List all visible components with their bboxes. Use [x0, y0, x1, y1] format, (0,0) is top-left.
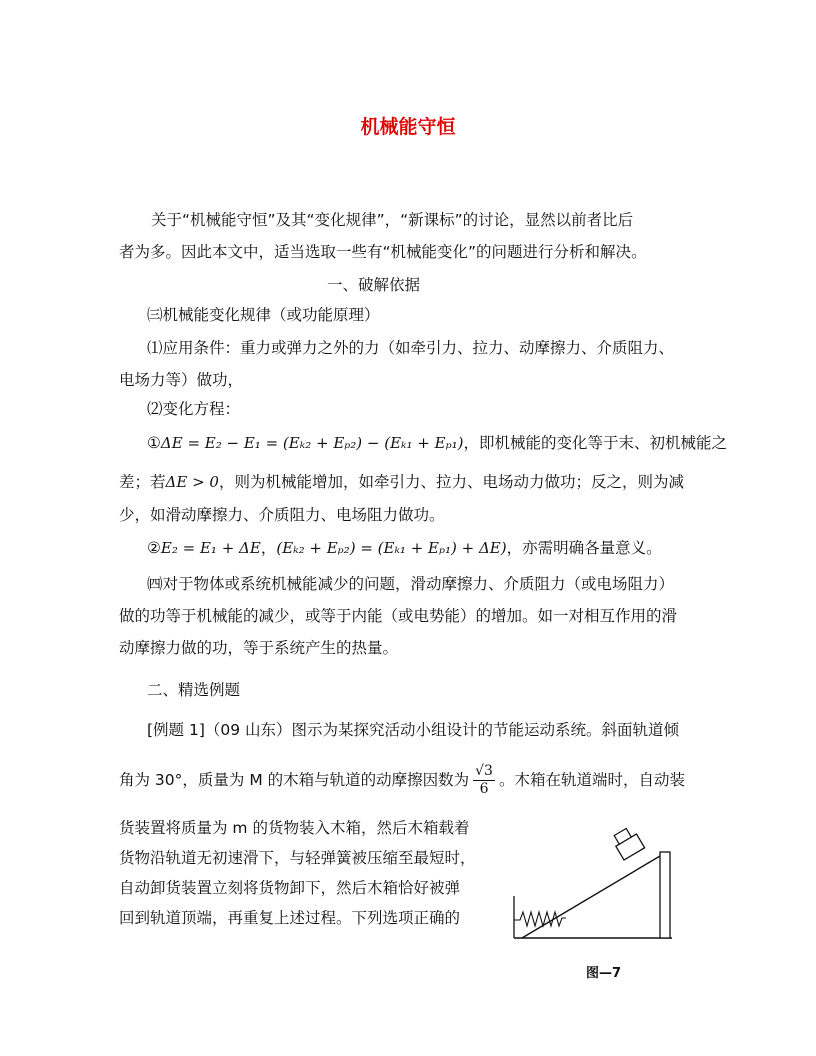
section-heading-basis: 一、破解依据	[327, 276, 421, 294]
crate-with-cargo	[611, 826, 645, 860]
equation-1-line-2-text: ，则为机械能增加，如牵引力、拉力、电场动力做功；反之，则为减	[218, 473, 684, 491]
example-line-3: 货装置将质量为 m 的货物装入木箱，然后木箱载着	[119, 819, 470, 837]
delta-e-condition: ΔE > 0	[165, 473, 219, 491]
page-title: 机械能守恒	[360, 116, 456, 138]
equation-1-line	[147, 433, 727, 453]
example-line-1: [例题 1]（09 山东）图示为某探究活动小组设计的节能运动系统。斜面轨道倾	[147, 721, 680, 739]
equation-1-marker: ①	[147, 434, 161, 452]
fraction-denominator: 6	[479, 781, 489, 797]
equation-1-line-2	[119, 472, 684, 492]
intro-line-2: 者为多。因此本文中，适当选取一些有“机械能变化”的问题进行分析和解决。	[119, 243, 647, 261]
equation-2-formula-b: (Eₖ₂ + Eₚ₂) = (Eₖ₁ + Eₚ₁) + ΔE)	[276, 539, 507, 557]
equation-1-formula: ΔE = E₂ − E₁ = (Eₖ₂ + Eₚ₂) − (Eₖ₁ + Eₚ₁)	[160, 434, 464, 452]
equation-1-text: ，即机械能的变化等于末、初机械能之	[463, 434, 727, 452]
example-line-4: 货物沿轨道无初速滑下，与轻弹簧被压缩至最短时，	[119, 849, 476, 867]
intro-line-1: 关于“机械能守恒”及其“变化规律”，“新课标”的讨论，显然以前者比后	[151, 211, 634, 229]
equation-2-formula-a: E₂ = E₁ + ΔE	[160, 539, 261, 557]
equation-2-line	[147, 538, 662, 558]
equation-2-marker: ②	[147, 539, 161, 557]
note-line-3: 动摩擦力做的功，等于系统产生的热量。	[119, 639, 399, 657]
rule-condition-line-2: 电场力等）做功，	[119, 371, 244, 389]
note-line-2: 做的功等于机械能的减少，或等于内能（或电势能）的增加。如一对相互作用的滑	[119, 607, 678, 625]
example-line-2	[119, 760, 685, 800]
rule-heading: ㈢机械能变化规律（或功能原理）	[147, 306, 380, 324]
fraction-numerator: √3	[475, 763, 493, 779]
figure-caption: 图—7	[586, 966, 622, 981]
example-line-5: 自动卸货装置立刻将货物卸下，然后木箱恰好被弹	[119, 879, 461, 897]
equation-1-line-3: 少，如滑动摩擦力、介质阻力、电场阻力做功。	[119, 506, 445, 524]
friction-coefficient-fraction	[473, 763, 495, 798]
spring	[514, 912, 566, 926]
equation-heading: ⑵变化方程：	[147, 400, 241, 418]
section-heading-examples: 二、精选例题	[147, 681, 241, 699]
note-line-1: ㈣对于物体或系统机械能减少的问题，滑动摩擦力、介质阻力（或电场阻力）	[147, 575, 675, 593]
equation-1-line-2-prefix: 差；若	[119, 473, 166, 491]
support-post	[660, 852, 670, 938]
example-line-6: 回到轨道顶端，再重复上述过程。下列选项正确的	[119, 909, 461, 927]
equation-2-separator: ，	[260, 539, 277, 557]
equation-2-text: ，亦需明确各量意义。	[506, 539, 662, 557]
rule-condition-line-1: ⑴应用条件：重力或弹力之外的力（如牵引力、拉力、动摩擦力、介质阻力、	[147, 339, 675, 357]
example-line-2-tail: 。木箱在轨道端时，自动装	[498, 771, 685, 789]
example-line-2-text: 角为 30°，质量为 M 的木箱与轨道的动摩擦因数为	[119, 771, 470, 789]
